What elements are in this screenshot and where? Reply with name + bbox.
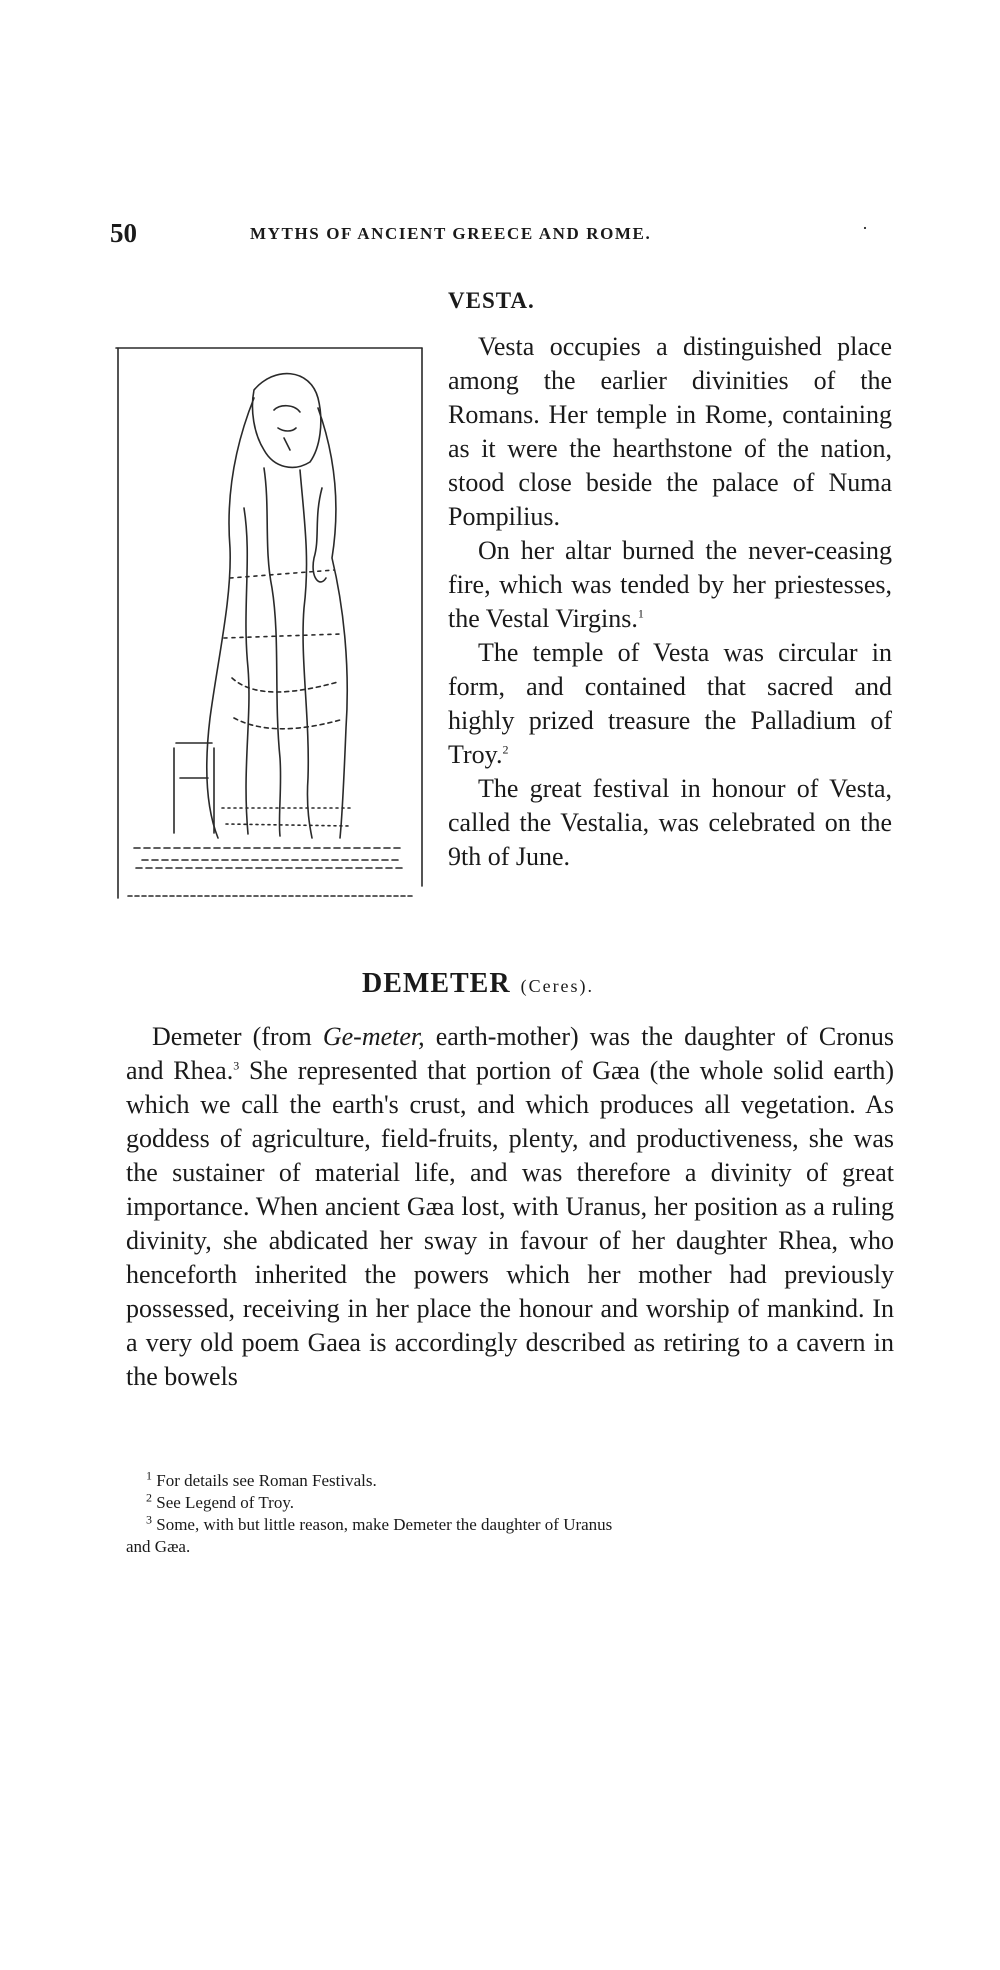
footnote-text: and Gæa. (126, 1537, 191, 1556)
vesta-paragraph (448, 636, 892, 772)
robe-fold-2 (300, 470, 312, 838)
page-number: 50 (110, 218, 137, 248)
vesta-illustration (114, 338, 424, 900)
demeter-subtitle: (Ceres). (520, 976, 595, 996)
footnotes (126, 1470, 894, 1558)
footnote-text: For details see Roman Festivals. (156, 1471, 377, 1490)
paragraph-text: earth-mother) was the daughter of Cronus and Rhea. (126, 1022, 894, 1085)
arm (313, 488, 326, 582)
footnote-ref: 1 (637, 606, 644, 621)
paragraph-text: Demeter (from (152, 1022, 323, 1051)
robe-fold-3 (244, 508, 249, 834)
demeter-title: DEMETER (362, 968, 511, 999)
paragraph-text: She represented that portion of Gæa (the whole solid earth) which we call the earth's crust, and which produces all vegetation. As goddess of agriculture, field-fruits, plenty, and productiveness, she was the sustainer of material life, and was therefore a divinity of great importance. When ancient Gæa lost, with Uranus, her position as a ruling divinity, she abdicated her sway in favour of her daughter Rhea, who henceforth inherited the powers which her mother had previously possessed, receiving in her place the honour and worship of mankind. In a very old poem Gaea is accordingly described as retiring to a cavern in the bowels (126, 1056, 895, 1391)
paragraph-text: Vesta occupies a distinguished place among the earlier divinities of the Romans. Her temple in Rome, containing as it were the hearthstone of the nation, stood close beside the palace of Numa Pompilius. (448, 332, 892, 531)
paragraph-text: On her altar burned the never-ceasing fire, which was tended by her priestesses, the Vestal Virgins. (448, 536, 892, 633)
footnote-ref: 3 (233, 1058, 240, 1073)
robe-shading (224, 570, 340, 638)
header-mark: · (862, 218, 868, 238)
paragraph-text: The great festival in honour of Vesta, called the Vestalia, was celebrated on the 9th of June. (448, 774, 892, 871)
running-title: MYTHS OF ANCIENT GREECE AND ROME. (250, 224, 652, 243)
robe-fold-1 (264, 468, 281, 836)
statue-base (134, 848, 406, 868)
footnote-ref: 2 (502, 742, 509, 757)
footnote (126, 1492, 894, 1513)
vesta-paragraph (448, 772, 892, 874)
footnote-number: 1 (146, 1468, 152, 1483)
vesta-paragraph (448, 330, 892, 534)
footnote-text: Some, with but little reason, make Demeter the daughter of Uranus (156, 1515, 613, 1534)
veiled-head (252, 374, 320, 468)
vesta-heading: VESTA. (448, 288, 535, 313)
footnote (126, 1514, 894, 1535)
footnote-number: 2 (146, 1490, 152, 1505)
footnote-number: 3 (146, 1512, 152, 1527)
footnote (126, 1470, 894, 1491)
demeter-paragraph (126, 1020, 894, 1394)
face (274, 406, 300, 450)
hem-shading (222, 808, 354, 826)
running-head (110, 218, 890, 248)
demeter-heading (362, 968, 594, 1000)
vesta-body (448, 330, 892, 874)
vesta-paragraph (448, 534, 892, 636)
italic-term: Ge-meter, (322, 1022, 425, 1051)
robe-right-edge (318, 408, 347, 838)
paragraph-text: The temple of Vesta was circular in form, and contained that sacred and highly prized treasure the Palladium of Troy. (448, 638, 892, 769)
footnote-continuation (126, 1536, 894, 1557)
footnote-text: See Legend of Troy. (156, 1493, 294, 1512)
